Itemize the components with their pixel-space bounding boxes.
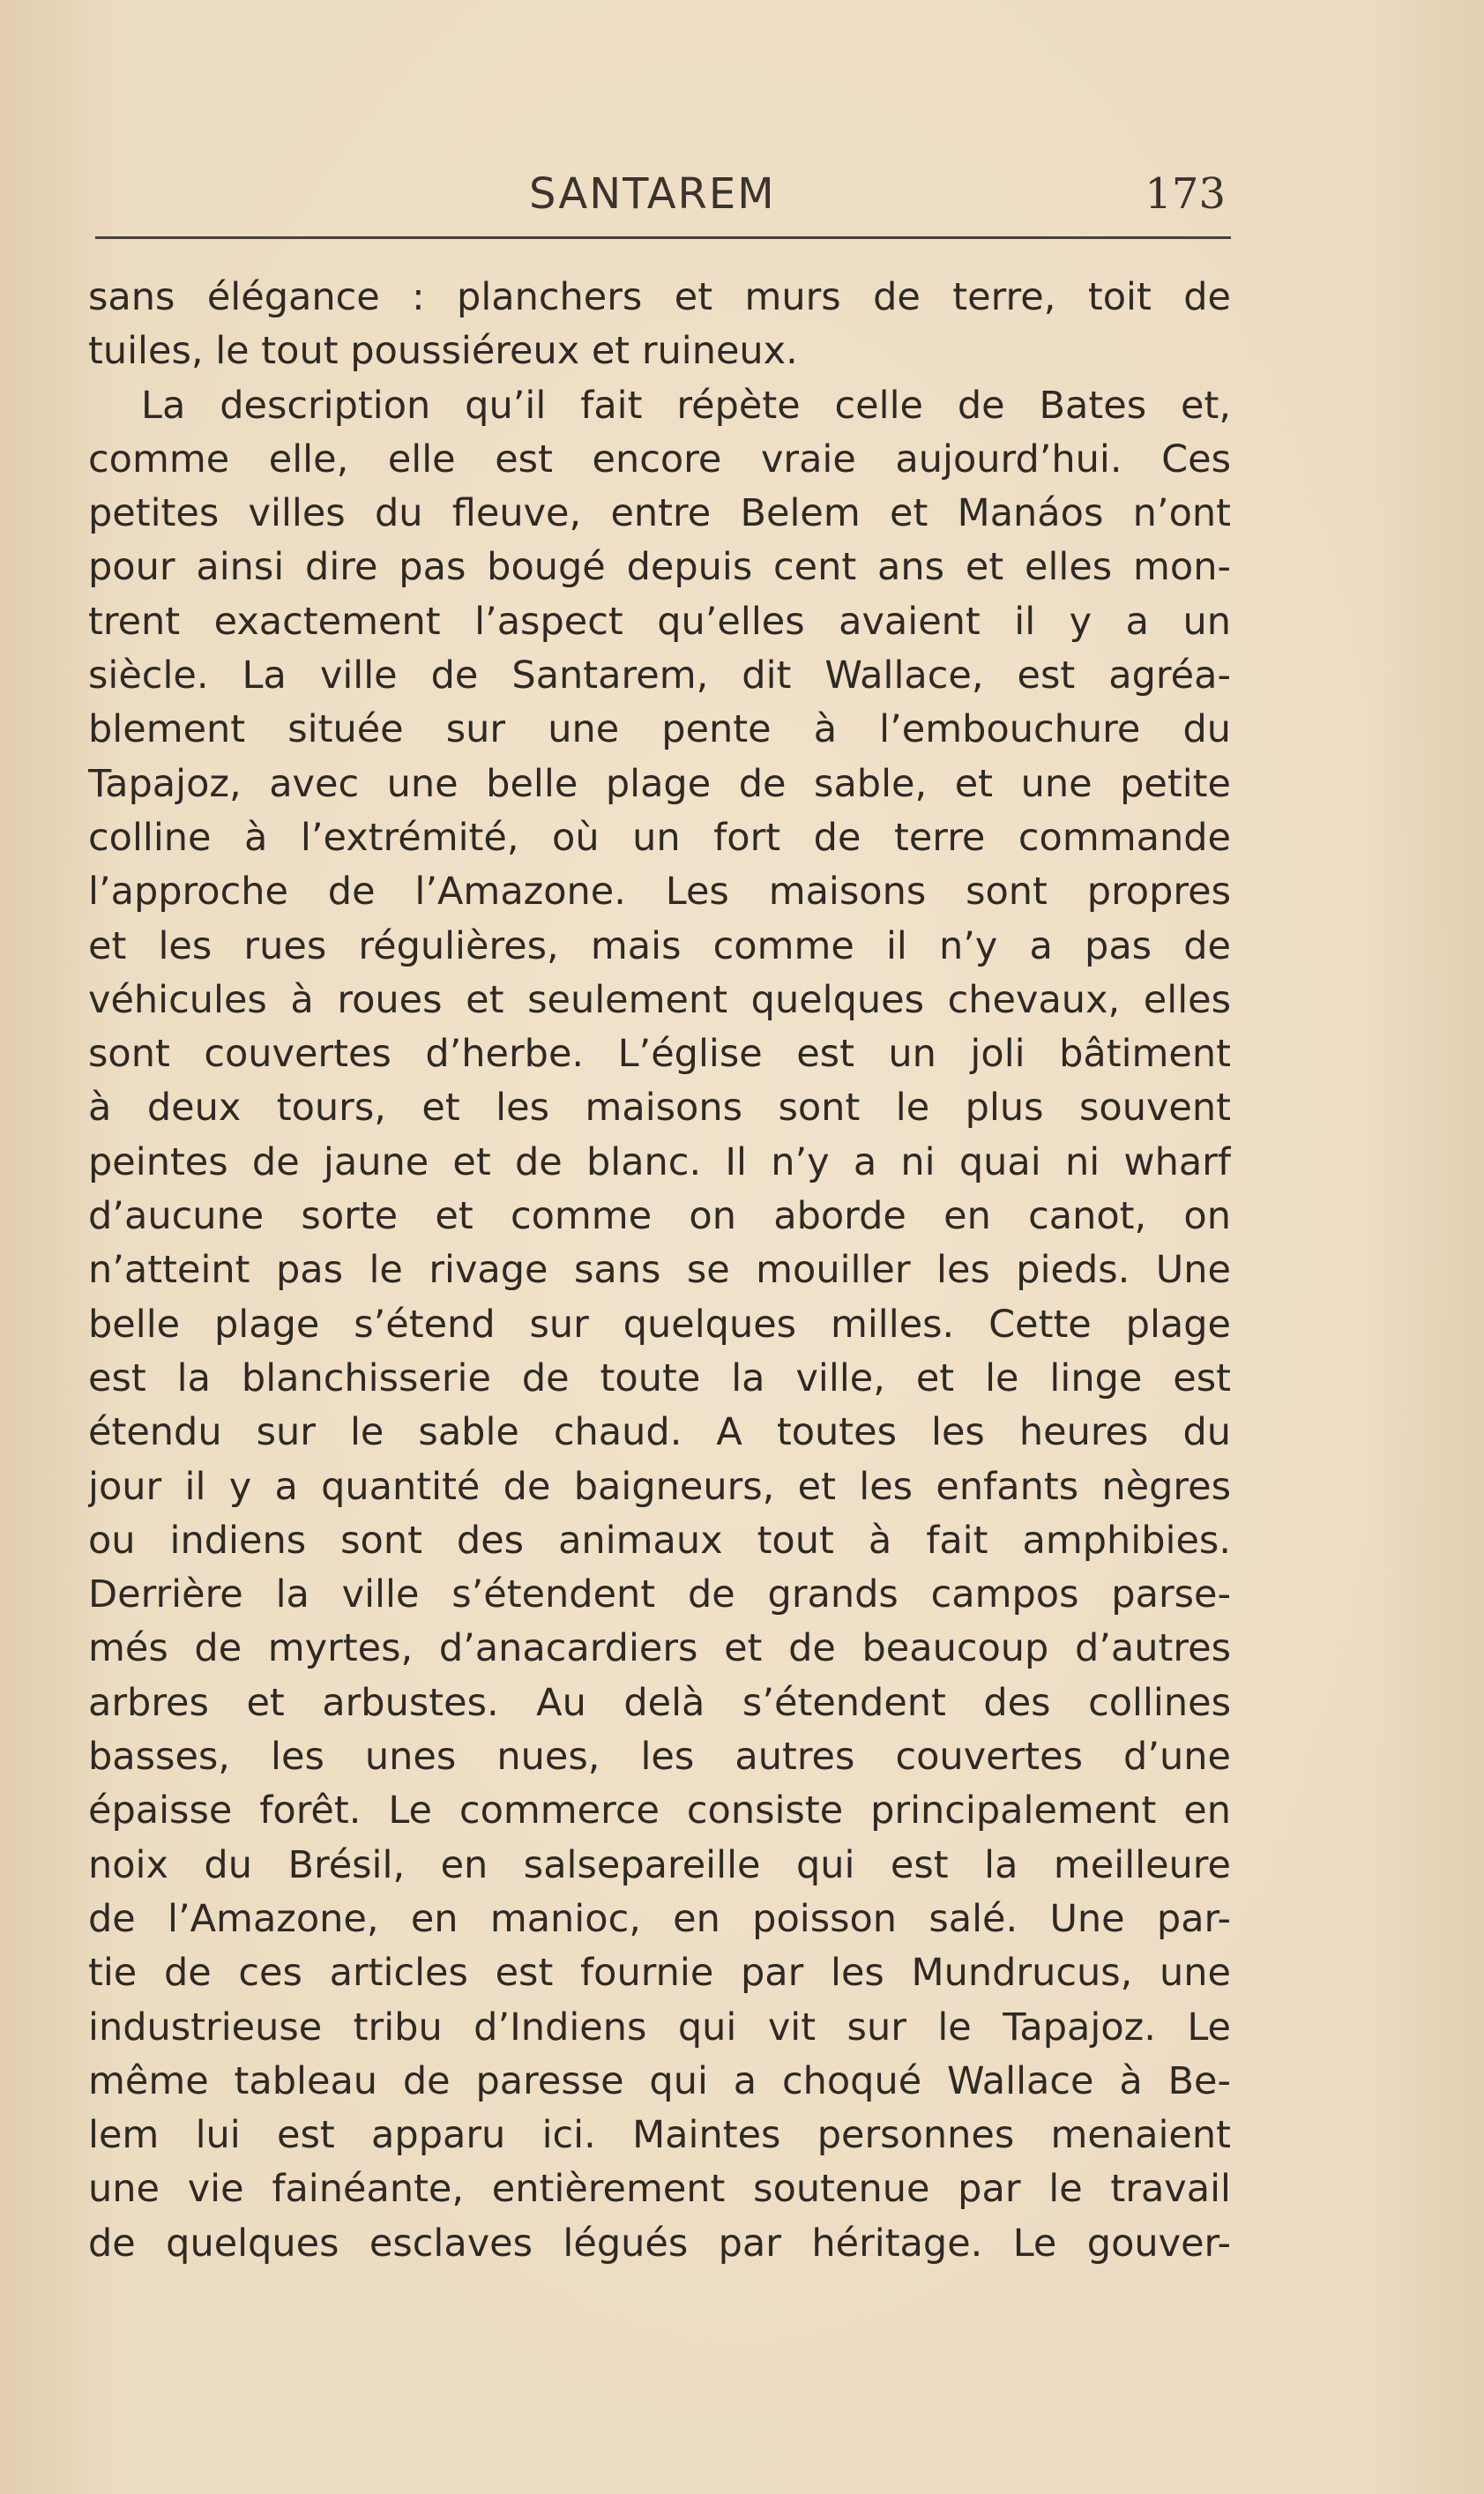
text-line: et les rues régulières, mais comme il n’y a pas de [88,923,1231,968]
text-line: à deux tours, et les maisons sont le plus souvent [88,1086,1231,1131]
text-line: de quelques esclaves légués par héritage. Le gouver- [88,2221,1231,2266]
text-line: peintes de jaune et de blanc. Il n’y a ni quai ni wharf [88,1139,1231,1184]
running-head-title: SANTAREM [529,169,776,219]
text-line: n’atteint pas le rivage sans se mouiller les pieds. Une [88,1248,1231,1293]
running-head [88,163,1226,225]
text-line: l’approche de l’Amazone. Les maisons sont propres [88,870,1231,915]
text-line: Tapajoz, avec une belle plage de sable, et une petite [88,761,1231,806]
text-line: tie de ces articles est fournie par les Mundrucus, une [88,1951,1231,1996]
text-line: blement située sur une pente à l’embouchure du [88,707,1231,752]
text-line: est la blanchisserie de toute la ville, et le linge est [88,1355,1231,1400]
text-line: noix du Brésil, en salsepareille qui est la meilleure [88,1842,1231,1887]
text-line: més de myrtes, d’anacardiers et de beaucoup d’autres [88,1626,1231,1671]
text-line: belle plage s’étend sur quelques milles. Cette plage [88,1302,1231,1347]
text-line: étendu sur le sable chaud. A toutes les heures du [88,1410,1231,1455]
text-line: tuiles, le tout poussiéreux et ruineux. [88,329,798,374]
text-line: basses, les unes nues, les autres couvertes d’une [88,1735,1231,1780]
text-line: véhicules à roues et seulement quelques chevaux, elles [88,977,1231,1022]
text-line: jour il y a quantité de baigneurs, et les enfants nègres [88,1464,1231,1509]
text-line: trent exactement l’aspect qu’elles avaient il y a un [88,599,1231,644]
text-line: d’aucune sorte et comme on aborde en canot, on [88,1194,1231,1239]
text-line: une vie fainéante, entièrement soutenue par le travail [88,2167,1231,2212]
body-text [88,271,1231,2271]
text-line: La description qu’il fait répète celle de Bates et, [141,383,1231,428]
text-line: Derrière la ville s’étendent de grands campos parse- [88,1572,1231,1617]
text-line: colline à l’extrémité, où un fort de terre commande [88,815,1231,860]
text-line: petites villes du fleuve, entre Belem et Manáos n’ont [88,491,1231,536]
header-rule [95,236,1231,239]
text-line: comme elle, elle est encore vraie aujourd’hui. Ces [88,437,1231,482]
text-line: même tableau de paresse qui a choqué Wallace à Be- [88,2058,1231,2103]
page-number: 173 [1145,169,1226,219]
text-line: arbres et arbustes. Au delà s’étendent des collines [88,1680,1231,1725]
text-line: sont couvertes d’herbe. L’église est un joli bâtiment [88,1032,1231,1077]
text-line: sans élégance : planchers et murs de terre, toit de [88,275,1231,319]
text-line: lem lui est apparu ici. Maintes personnes menaient [88,2113,1231,2158]
text-line: pour ainsi dire pas bougé depuis cent ans et elles mon- [88,545,1231,590]
text-line: industrieuse tribu d’Indiens qui vit sur le Tapajoz. Le [88,2005,1231,2050]
text-line: épaisse forêt. Le commerce consiste principalement en [88,1788,1231,1833]
text-line: siècle. La ville de Santarem, dit Wallace, est agréa- [88,653,1231,698]
text-line: ou indiens sont des animaux tout à fait amphibies. [88,1518,1231,1563]
text-line: de l’Amazone, en manioc, en poisson salé. Une par- [88,1896,1231,1941]
